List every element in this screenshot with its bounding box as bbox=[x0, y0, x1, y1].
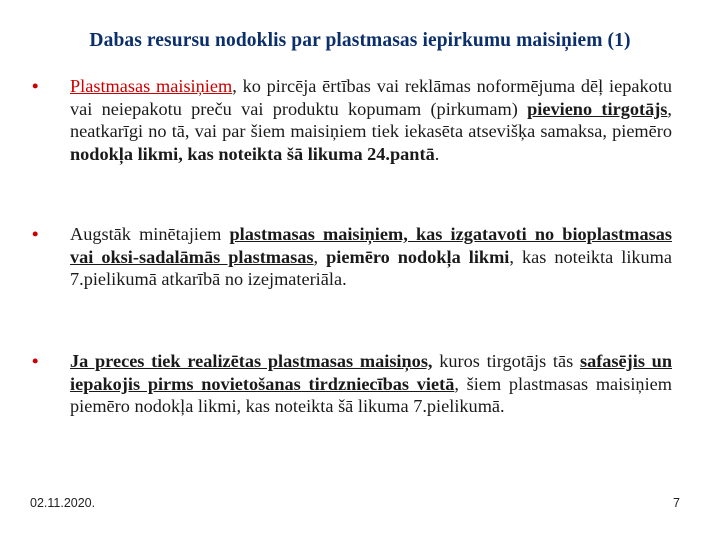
text-segment: , neatkarīgi no tā, vai par šiem maisiņiem tiek iekasēta atsevišķa samaksa, piemēro bbox=[70, 98, 672, 142]
text-segment: kuros tirgotājs tās bbox=[432, 351, 580, 371]
term-tax-rate-article: nodokļa likmi, kas noteikta šā likuma 24.pantā bbox=[70, 144, 435, 165]
bullet-item-3 bbox=[32, 350, 672, 418]
term-prepacked-before-sale: safasējis un iepakojis pirms novietošanas tirdzniecības vietā bbox=[70, 351, 673, 394]
bullet-text-2 bbox=[70, 223, 672, 291]
text-segment: , ko pircēja ērtības vai reklāmas noformējuma dēļ iepakotu vai neiepakotu preču vai produktu kopumam (pirkumam) bbox=[70, 76, 672, 119]
bullet-text-3 bbox=[70, 350, 672, 418]
text-segment: . bbox=[434, 144, 440, 165]
text-segment: , šiem plastmasas maisiņiem piemēro nodokļa likmi, kas noteikta šā likuma 7.pielikumā. bbox=[70, 373, 672, 417]
page-number: 7 bbox=[673, 496, 680, 510]
term-plastic-bags: Plastmasas maisiņiem bbox=[70, 76, 233, 96]
bullet-item-1 bbox=[32, 75, 672, 166]
term-goods-sold-in-bags: Ja preces tiek realizētas plastmasas maisiņos, bbox=[70, 351, 433, 371]
term-bioplastic-bags: plastmasas maisiņiem, kas izgatavoti no bioplastmasas vai oksi-sadalāmās plastmasas bbox=[70, 224, 673, 267]
bullet-text-1 bbox=[70, 75, 672, 166]
text-segment: Augstāk minētajiem bbox=[70, 224, 230, 244]
slide-title: Dabas resursu nodoklis par plastmasas iepirkumu maisiņiem (1) bbox=[89, 30, 631, 51]
term-added-by-trader: pievieno tirgotājs bbox=[527, 98, 668, 119]
bullet-item-2 bbox=[32, 223, 672, 291]
bullet-dot: • bbox=[32, 76, 39, 96]
bullet-dot: • bbox=[32, 351, 39, 371]
bullet-dot: • bbox=[32, 224, 39, 244]
footer-date: 02.11.2020. bbox=[30, 496, 96, 510]
text-segment: , kas noteikta likuma 7.pielikumā atkarībā no izejmateriāla. bbox=[70, 246, 673, 290]
text-segment: , bbox=[313, 246, 327, 267]
term-apply-tax-rate: piemēro nodokļa likmi bbox=[326, 246, 510, 267]
